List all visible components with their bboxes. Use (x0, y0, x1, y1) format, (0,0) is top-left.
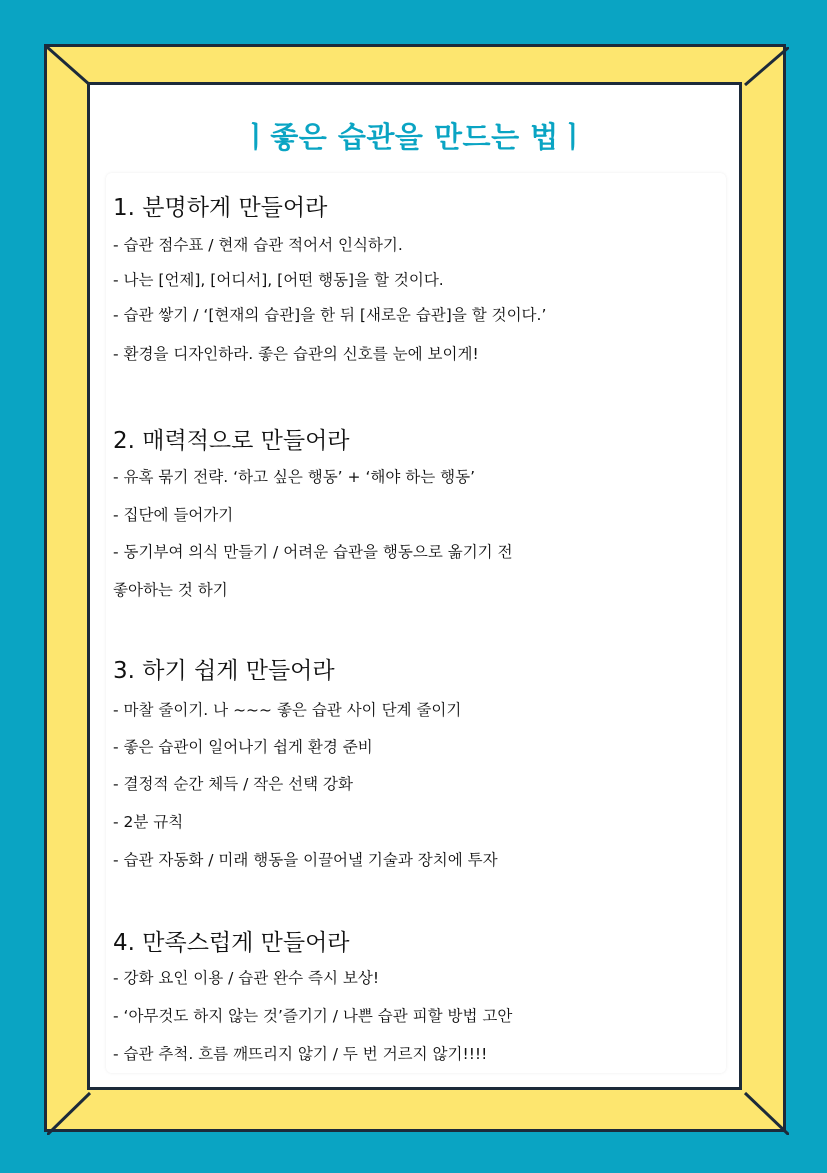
section-heading-3: 3. 하기 쉽게 만들어라 (113, 658, 335, 684)
section-heading-1: 1. 분명하게 만들어라 (113, 195, 328, 221)
section-3-line: - 마찰 줄이기. 나 ~~~ 좋은 습관 사이 단계 줄이기 (113, 701, 462, 719)
section-4-line: - 습관 추척. 흐름 깨뜨리지 않기 / 두 번 거르지 않기!!!! (113, 1045, 488, 1063)
section-2-line: - 유혹 묶기 전략. ‘하고 싶은 행동’ + ‘해야 하는 행동’ (113, 468, 476, 486)
section-3-line: - 2분 규칙 (113, 813, 184, 831)
section-3-line: - 습관 자동화 / 미래 행동을 이끌어낼 기술과 장치에 투자 (113, 851, 498, 869)
section-1-line: - 환경을 디자인하라. 좋은 습관의 신호를 눈에 보이게! (113, 345, 479, 363)
section-1-line: - 습관 쌓기 / ‘[현재의 습관]을 한 뒤 [새로운 습관]을 할 것이다.’ (113, 306, 547, 324)
section-3-line: - 결정적 순간 체득 / 작은 선택 강화 (113, 775, 353, 793)
section-4-line: - ‘아무것도 하지 않는 것’즐기기 / 나쁜 습관 피할 방법 고안 (113, 1007, 513, 1025)
section-2-line: 좋아하는 것 하기 (113, 581, 228, 599)
page-title: ㅣ좋은 습관을 만드는 법ㅣ (241, 120, 588, 154)
section-2-line: - 동기부여 의식 만들기 / 어려운 습관을 행동으로 옮기기 전 (113, 543, 513, 561)
section-heading-2: 2. 매력적으로 만들어라 (113, 428, 350, 454)
section-1-line: - 나는 [언제], [어디서], [어떤 행동]을 할 것이다. (113, 271, 444, 289)
section-4-line: - 강화 요인 이용 / 습관 완수 즉시 보상! (113, 969, 380, 987)
section-2-line: - 집단에 들어가기 (113, 506, 234, 524)
section-3-line: - 좋은 습관이 일어나기 쉽게 환경 준비 (113, 738, 373, 756)
section-1-line: - 습관 점수표 / 현재 습관 적어서 인식하기. (113, 236, 403, 254)
section-heading-4: 4. 만족스럽게 만들어라 (113, 930, 350, 956)
